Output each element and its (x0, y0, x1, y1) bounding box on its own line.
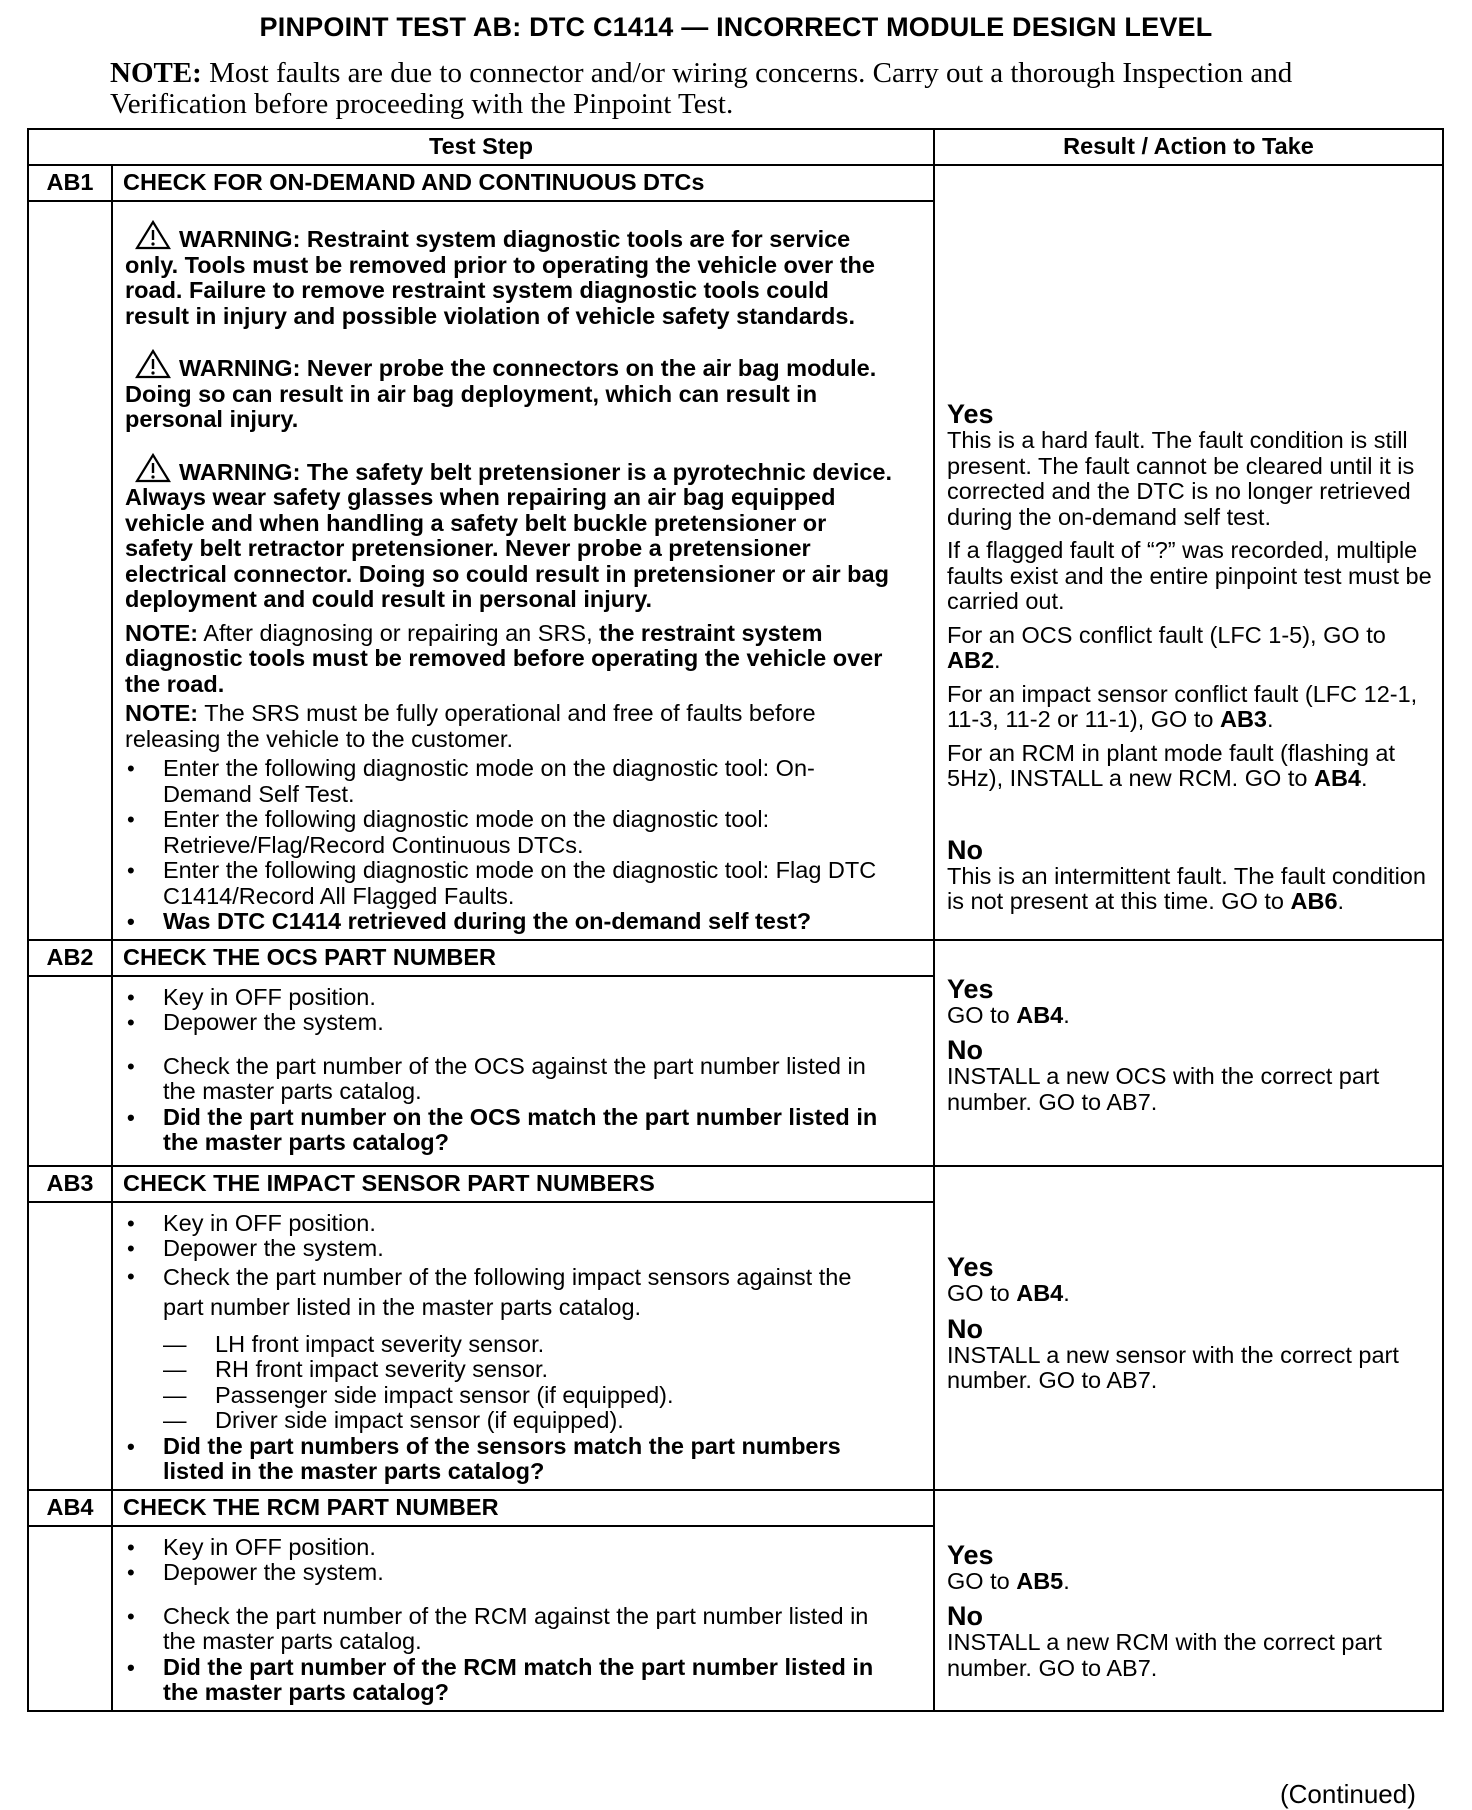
ab4-bullet-list-b (125, 1604, 897, 1706)
ab1-yes-p1: This is a hard fault. The fault condition is still present. The fault cannot be cleared until it is corrected and the DTC is no longer retrieved during the on-demand self test. (947, 427, 1415, 530)
warning-triangle-icon (135, 349, 171, 379)
ab3-yes-text-body: GO to (947, 1280, 1010, 1307)
list-item: • Key in OFF position. (125, 985, 897, 1011)
list-item: • Check the part number of the OCS against the part number listed in the master parts catalog. (125, 1054, 897, 1105)
ab4-yes-label: Yes (947, 1539, 994, 1570)
ab3-no-label: No (947, 1313, 983, 1344)
step-ab3-id: AB3 (28, 1166, 112, 1202)
pinpoint-test-table (27, 128, 1444, 1712)
ab3-question: • Did the part numbers of the sensors match the part numbers listed in the master parts catalog? (125, 1434, 897, 1485)
ab3-question-list (125, 1434, 897, 1485)
ab3-bullet-list (125, 1211, 897, 1322)
list-item: — Driver side impact sensor (if equipped). (125, 1408, 897, 1434)
list-item: • Check the part number of the following impact sensors against the part number listed in the master parts catalog. (125, 1262, 897, 1322)
ab1-yes-p3-link: AB2 (947, 647, 995, 674)
step-ab4-id: AB4 (28, 1490, 112, 1526)
step-ab4-result (934, 1490, 1443, 1711)
ab1-warning-3 (125, 453, 897, 613)
list-item: — RH front impact severity sensor. (125, 1357, 897, 1383)
ab1-note-2 (125, 701, 897, 752)
ab1-warning-1-text: WARNING: Restraint system diagnostic tools are for service only. Tools must be removed prior to operating the vehicle over the road. Failure to remove restraint system diagnostic tools could result in injury and possible violation of vehicle safety standards. (125, 226, 875, 329)
ab4-no-label: No (947, 1601, 983, 1631)
step-ab2-result (934, 940, 1443, 1166)
ab1-warning-1 (125, 220, 897, 329)
list-item: — LH front impact severity sensor. (125, 1332, 897, 1358)
ab3-yes-label: Yes (947, 1252, 994, 1283)
step-ab1-id-spacer (28, 201, 112, 940)
step-ab1-id: AB1 (28, 165, 112, 201)
ab3-no-text: INSTALL a new sensor with the correct part number. GO to AB7. (947, 1341, 1399, 1394)
ab1-note-2-label: NOTE: (125, 700, 199, 726)
ab4-yes-text: GO to AB5. (947, 1567, 1070, 1594)
list-item: • Enter the following diagnostic mode on the diagnostic tool: On-Demand Self Test. (125, 756, 897, 807)
ab1-yes-p3: For an OCS conflict fault (LFC 1-5), GO to AB2. (947, 621, 1386, 674)
table-header-row (28, 129, 1443, 165)
ab3-sensor-list (125, 1332, 897, 1434)
ab2-no-text: INSTALL a new OCS with the correct part number. GO to AB7. (947, 1063, 1380, 1115)
warning-triangle-icon (135, 453, 171, 483)
intro-note-text: Most faults are due to connector and/or wiring concerns. Carry out a thorough Inspection and Verification before proceeding with the Pinpoint Test. (110, 57, 1293, 120)
step-ab1-title-row (28, 165, 1443, 201)
step-ab2-id: AB2 (28, 940, 112, 976)
list-item: • Depower the system. (125, 1560, 897, 1586)
ab2-bullet-list-b (125, 1054, 897, 1156)
list-item: • Enter the following diagnostic mode on the diagnostic tool: Flag DTC C1414/Record All Flagged Faults. (125, 858, 897, 909)
list-item: • Key in OFF position. (125, 1535, 897, 1561)
intro-note (110, 58, 1430, 120)
step-ab4-title: CHECK THE RCM PART NUMBER (112, 1490, 934, 1526)
ab1-yes-p4-link: AB3 (1219, 706, 1267, 733)
ab1-yes-p5: For an RCM in plant mode fault (flashing at 5Hz), INSTALL a new RCM. GO to AB4. (947, 739, 1396, 792)
ab1-yes-label: Yes (947, 399, 994, 430)
continued-label: (Continued) (1280, 1779, 1416, 1809)
ab4-no-text: INSTALL a new RCM with the correct part number. GO to AB7. (947, 1629, 1382, 1681)
ab4-bullet-list-a (125, 1535, 897, 1586)
ab1-note-1-text: After diagnosing or repairing an SRS, (203, 619, 593, 646)
step-ab3-body (112, 1202, 934, 1490)
step-ab2-body (112, 976, 934, 1166)
header-test-step: Test Step (28, 129, 934, 165)
step-ab1-title: CHECK FOR ON-DEMAND AND CONTINUOUS DTCs (112, 165, 934, 201)
list-item: • Check the part number of the RCM against the part number listed in the master parts catalog. (125, 1604, 897, 1655)
ab3-yes-link: AB4 (1016, 1280, 1064, 1307)
list-item: — Passenger side impact sensor (if equipped). (125, 1383, 897, 1409)
ab2-yes-text-body: GO to (947, 1001, 1010, 1028)
step-ab3-result (934, 1166, 1443, 1490)
ab1-bullet-list (125, 756, 897, 935)
step-ab3-id-spacer (28, 1202, 112, 1490)
step-ab4-id-spacer (28, 1526, 112, 1711)
step-ab2-title: CHECK THE OCS PART NUMBER (112, 940, 934, 976)
step-ab4-body (112, 1526, 934, 1711)
ab2-yes-label: Yes (947, 973, 994, 1004)
list-item: • Key in OFF position. (125, 1211, 897, 1237)
step-ab4-title-row (28, 1490, 1443, 1526)
ab1-yes-p4: For an impact sensor conflict fault (LFC 12-1, 11-3, 11-2 or 11-1), GO to AB3. (947, 680, 1418, 733)
step-ab1-body (112, 201, 934, 940)
step-ab2-title-row (28, 940, 1443, 976)
ab3-yes-text: GO to AB4. (947, 1280, 1070, 1307)
ab1-question: • Was DTC C1414 retrieved during the on-demand self test? (125, 909, 897, 935)
ab1-note-1-bold: the restraint system diagnostic tools must be removed before operating the vehicle over the road. (125, 619, 883, 697)
ab1-warning-2-text: WARNING: Never probe the connectors on the air bag module. Doing so can result in air bag deployment, which can result in personal injury. (125, 355, 877, 432)
ab1-no-text: This is an intermittent fault. The fault condition is not present at this time. GO to AB6. (947, 862, 1426, 915)
ab1-warning-3-text: WARNING: The safety belt pretensioner is a pyrotechnic device. Always wear safety glasses when repairing an air bag equipped vehicle and when handling a safety belt buckle pretensioner or safety belt retractor pretensioner. Never probe a pretensioner electrical connector. Doing so could result in pretensioner or air bag deployment and could result in personal injury. (125, 458, 893, 612)
warning-triangle-icon (135, 220, 171, 250)
ab1-yes-p2: If a flagged fault of “?” was recorded, multiple faults exist and the entire pinpoint test must be carried out. (947, 537, 1432, 615)
ab4-yes-text-body: GO to (947, 1567, 1010, 1594)
ab1-note-2-text: The SRS must be fully operational and free of faults before releasing the vehicle to the customer. (125, 700, 816, 752)
ab4-question: • Did the part number of the RCM match the part number listed in the master parts catalog? (125, 1655, 897, 1706)
ab2-yes-text: GO to AB4. (947, 1001, 1070, 1028)
step-ab1-result (934, 165, 1443, 940)
ab1-note-1-label: NOTE: (125, 619, 199, 646)
ab1-yes-p5-text: For an RCM in plant mode fault (flashing at 5Hz), INSTALL a new RCM. GO to (947, 739, 1396, 792)
intro-note-label: NOTE: (110, 57, 202, 89)
ab2-no-label: No (947, 1035, 983, 1065)
ab1-no-text-body: This is an intermittent fault. The fault condition is not present at this time. GO to (947, 862, 1426, 915)
list-item: • Enter the following diagnostic mode on the diagnostic tool: Retrieve/Flag/Record Continuous DTCs. (125, 807, 897, 858)
ab2-question: • Did the part number on the OCS match the part number listed in the master parts catalog? (125, 1105, 897, 1156)
ab2-bullet-list-a (125, 985, 897, 1036)
ab2-yes-link: AB4 (1016, 1001, 1064, 1028)
ab1-yes-p5-link: AB4 (1313, 765, 1361, 792)
step-ab2-id-spacer (28, 976, 112, 1166)
ab1-yes-p3-text: For an OCS conflict fault (LFC 1-5), GO to (947, 621, 1386, 648)
ab1-warning-2 (125, 349, 897, 433)
step-ab3-title-row (28, 1166, 1443, 1202)
ab1-no-label: No (947, 834, 983, 865)
ab1-note-1 (125, 621, 897, 698)
header-result: Result / Action to Take (934, 129, 1443, 165)
ab4-yes-link: AB5 (1016, 1567, 1064, 1594)
ab1-yes-p4-text: For an impact sensor conflict fault (LFC 12-1, 11-3, 11-2 or 11-1), GO to (947, 680, 1418, 733)
list-item: • Depower the system. (125, 1010, 897, 1036)
step-ab3-title: CHECK THE IMPACT SENSOR PART NUMBERS (112, 1166, 934, 1202)
ab1-no-link: AB6 (1290, 888, 1338, 915)
page-title: PINPOINT TEST AB: DTC C1414 — INCORRECT MODULE DESIGN LEVEL (259, 12, 1213, 42)
list-item: • Depower the system. (125, 1236, 897, 1262)
